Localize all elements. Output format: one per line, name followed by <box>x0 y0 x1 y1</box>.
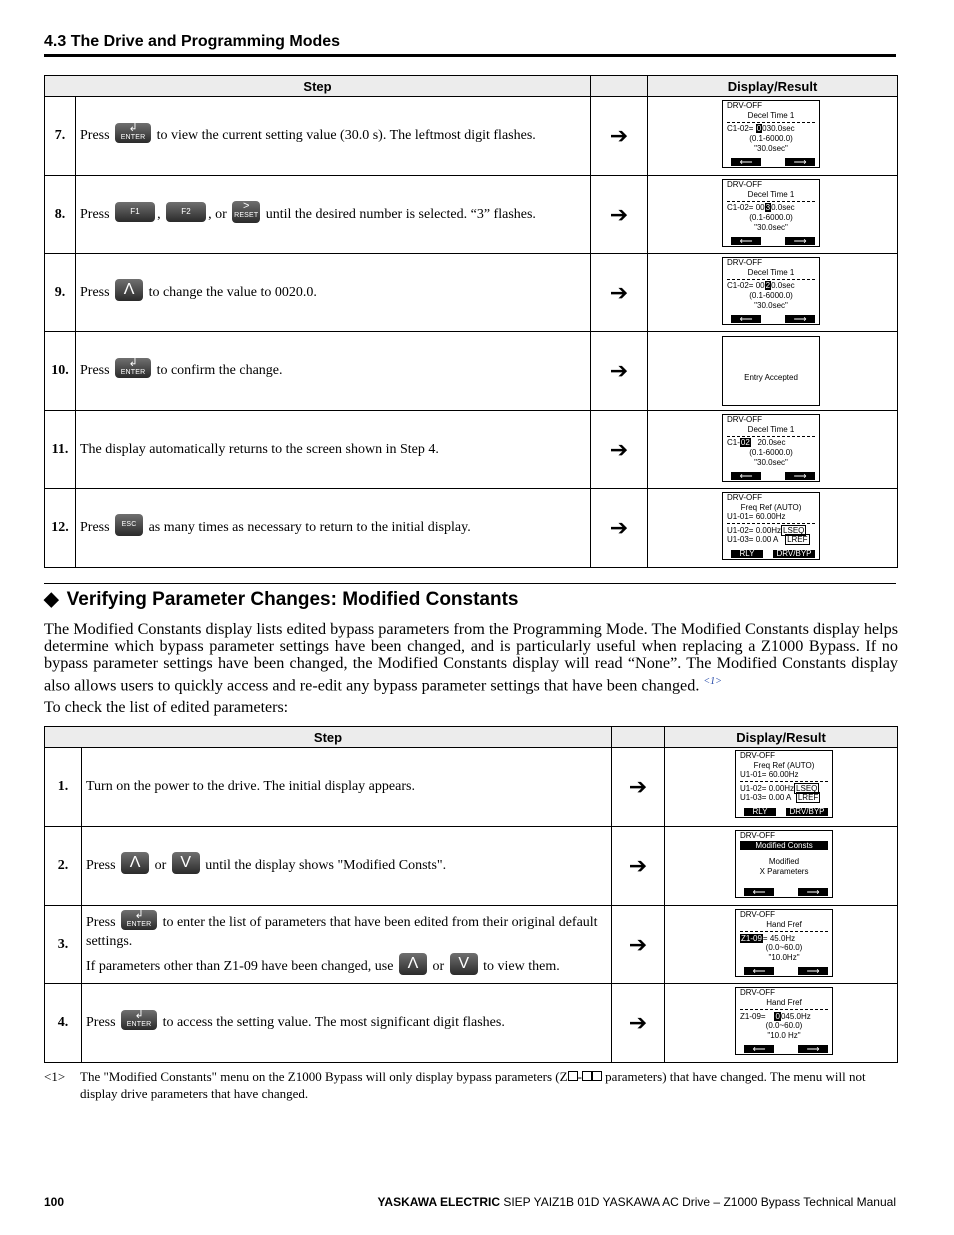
page-number: 100 <box>44 1195 65 1209</box>
result-arrow-icon: ➔ <box>612 748 665 827</box>
up-key-icon: Λ <box>399 953 427 975</box>
lcd-display: DRV-OFF Freq Ref (AUTO) U1-01= 60.00Hz U1-02= 0.00Hz LSEQ U1-03= 0.00 A LREF RLY DRV/BYP <box>735 750 833 818</box>
table-row <box>45 254 898 332</box>
result-arrow-icon: ➔ <box>612 827 665 906</box>
step-description: Press ESC as many times as necessary to return to the initial display. <box>76 489 591 568</box>
table-row <box>45 984 898 1063</box>
right-arrow-icon: ⟶ <box>798 888 828 896</box>
display-cell <box>648 411 898 489</box>
step-description: Turn on the power to the drive. The initial display appears. <box>82 748 612 827</box>
table-row <box>45 97 898 176</box>
step-number: 3. <box>45 906 82 984</box>
footnote-mark: <1> <box>44 1069 66 1084</box>
arrow-header <box>612 727 665 748</box>
placeholder-box-icon <box>592 1071 602 1081</box>
right-arrow-icon: ⟶ <box>785 237 815 245</box>
result-arrow-icon: ➔ <box>591 254 648 332</box>
step-description: The display automatically returns to the screen shown in Step 4. <box>76 411 591 489</box>
step-number: 12. <box>45 489 76 568</box>
result-arrow-icon: ➔ <box>591 176 648 254</box>
step-description: Press F1 , F2 , or > RESET until the desired number is selected. “3” flashes. <box>76 176 591 254</box>
table-row <box>45 827 898 906</box>
right-arrow-icon: ⟶ <box>798 1045 828 1053</box>
intro-text: To check the list of edited parameters: <box>44 699 289 716</box>
step-description: Press ↲ ENTER to access the setting value. The most significant digit flashes. <box>82 984 612 1063</box>
table-row <box>45 906 898 984</box>
step-number: 8. <box>45 176 76 254</box>
left-arrow-icon: ⟵ <box>731 472 761 480</box>
left-arrow-icon: ⟵ <box>731 237 761 245</box>
step-header: Step <box>45 727 612 748</box>
left-arrow-icon: ⟵ <box>744 1045 774 1053</box>
down-key-icon: V <box>450 953 478 975</box>
table-row <box>45 748 898 827</box>
lcd-display: DRV-OFF Hand Fref Z1-09= 0045.0Hz (0.0~60.0) "10.0 Hz" ⟵ ⟶ <box>735 987 833 1055</box>
step-description: Press Λ or V until the display shows "Modified Consts". <box>82 827 612 906</box>
section-title: 4.3 The Drive and Programming Modes <box>44 33 341 50</box>
footnote-reference-link[interactable]: <1> <box>703 675 722 687</box>
step-number: 11. <box>45 411 76 489</box>
left-arrow-icon: ⟵ <box>731 158 761 166</box>
f1-key-icon: F1 <box>115 202 155 222</box>
step-number: 10. <box>45 332 76 411</box>
left-arrow-icon: ⟵ <box>744 888 774 896</box>
step-description: Press ↲ ENTER to enter the list of parameters that have been edited from their original default settings. If parameters other than Z1-09 have been changed, use Λ or V to view them. <box>82 906 612 984</box>
lcd-display: DRV-OFF Decel Time 1 C1-02= 0030.0sec (0.1-6000.0) "30.0sec" ⟵ ⟶ <box>722 179 820 247</box>
step-number: 9. <box>45 254 76 332</box>
lcd-display: DRV-OFF Hand Fref Z1-09= 45.0Hz (0.0~60.0) "10.0Hz" ⟵ ⟶ <box>735 909 833 977</box>
display-cell <box>665 984 898 1063</box>
lcd-display: DRV-OFF Decel Time 1 C1-02= 0030.0sec (0.1-6000.0) "30.0sec" ⟵ ⟶ <box>722 100 820 168</box>
header-rule <box>44 54 896 57</box>
table-row <box>45 332 898 411</box>
result-arrow-icon: ➔ <box>612 984 665 1063</box>
placeholder-box-icon <box>568 1071 578 1081</box>
footer-doc-title: YASKAWA ELECTRIC SIEP YAIZ1B 01D YASKAWA AC Drive – Z1000 Bypass Technical Manual <box>377 1195 896 1209</box>
display-cell <box>648 489 898 568</box>
step-number: 2. <box>45 827 82 906</box>
display-cell <box>648 254 898 332</box>
lcd-display: DRV-OFF Decel Time 1 C1-02 20.0sec (0.1-6000.0) "30.0sec" ⟵ ⟶ <box>722 414 820 482</box>
step-number: 4. <box>45 984 82 1063</box>
body-paragraph: The Modified Constants display lists edited bypass parameters from the Programming Mode. The Modified Constants display helps determine which bypass parameter settings have been changed, and is particularly useful when replacing a Z1000 Bypass. If no bypass parameter settings have been changed, the Modified Constants display will read “None”. The Modified Constants display also allows users to quickly access and re-edit any bypass parameter settings that have been changed. $^{<1>}$ <box>44 620 898 694</box>
display-header: Display/Result <box>665 727 898 748</box>
step-description: Press Λ to change the value to 0020.0. <box>76 254 591 332</box>
section-rule <box>44 583 896 584</box>
table-row <box>45 411 898 489</box>
placeholder-box-icon <box>582 1071 592 1081</box>
display-cell <box>648 332 898 411</box>
enter-key-icon: ↲ ENTER <box>115 123 151 143</box>
arrow-header <box>591 76 648 97</box>
left-arrow-icon: ⟵ <box>744 967 774 975</box>
display-cell <box>665 906 898 984</box>
result-arrow-icon: ➔ <box>612 906 665 984</box>
right-arrow-icon: ⟶ <box>785 472 815 480</box>
diamond-icon: ◆ <box>44 589 59 610</box>
step-description: Press ↲ ENTER to view the current setting value (30.0 s). The leftmost digit flashes. <box>76 97 591 176</box>
lcd-display: Entry Accepted <box>722 336 820 406</box>
step-description: Press ↲ ENTER to confirm the change. <box>76 332 591 411</box>
steps-table-2 <box>44 726 898 1063</box>
result-arrow-icon: ➔ <box>591 97 648 176</box>
footnote: <1> The "Modified Constants" menu on the Z1000 Bypass will only display bypass parameters (Z - parameters) that have changed. The menu will not display drive parameters that have changed. <box>44 1069 866 1101</box>
lcd-display: DRV-OFF Decel Time 1 C1-02= 0020.0sec (0.1-6000.0) "30.0sec" ⟵ ⟶ <box>722 257 820 325</box>
right-arrow-icon: ⟶ <box>798 967 828 975</box>
left-arrow-icon: ⟵ <box>731 315 761 323</box>
step-number: 1. <box>45 748 82 827</box>
step-number: 7. <box>45 97 76 176</box>
display-cell <box>665 748 898 827</box>
display-cell <box>648 176 898 254</box>
table-row <box>45 176 898 254</box>
enter-key-icon: ↲ ENTER <box>115 358 151 378</box>
right-arrow-icon: ⟶ <box>785 315 815 323</box>
display-cell <box>648 97 898 176</box>
result-arrow-icon: ➔ <box>591 489 648 568</box>
table-row <box>45 489 898 568</box>
down-key-icon: V <box>172 852 200 874</box>
steps-table-1 <box>44 75 898 568</box>
reset-key-icon: > RESET <box>232 201 260 223</box>
display-header: Display/Result <box>648 76 898 97</box>
result-arrow-icon: ➔ <box>591 332 648 411</box>
lcd-display: DRV-OFF Freq Ref (AUTO) U1-01= 60.00Hz U1-02= 0.00Hz LSEQ U1-03= 0.00 A LREF RLY DRV/BYP <box>722 492 820 560</box>
up-key-icon: Λ <box>115 279 143 301</box>
result-arrow-icon: ➔ <box>591 411 648 489</box>
display-cell <box>665 827 898 906</box>
enter-key-icon: ↲ ENTER <box>121 1010 157 1030</box>
up-key-icon: Λ <box>121 852 149 874</box>
step-header: Step <box>45 76 591 97</box>
esc-key-icon: ESC <box>115 514 143 536</box>
section-heading: ◆ Verifying Parameter Changes: Modified Constants <box>44 589 519 610</box>
right-arrow-icon: ⟶ <box>785 158 815 166</box>
lcd-display: DRV-OFF Modified Consts Modified X Parameters ⟵ ⟶ <box>735 830 833 898</box>
enter-key-icon: ↲ ENTER <box>121 910 157 930</box>
f2-key-icon: F2 <box>166 202 206 222</box>
